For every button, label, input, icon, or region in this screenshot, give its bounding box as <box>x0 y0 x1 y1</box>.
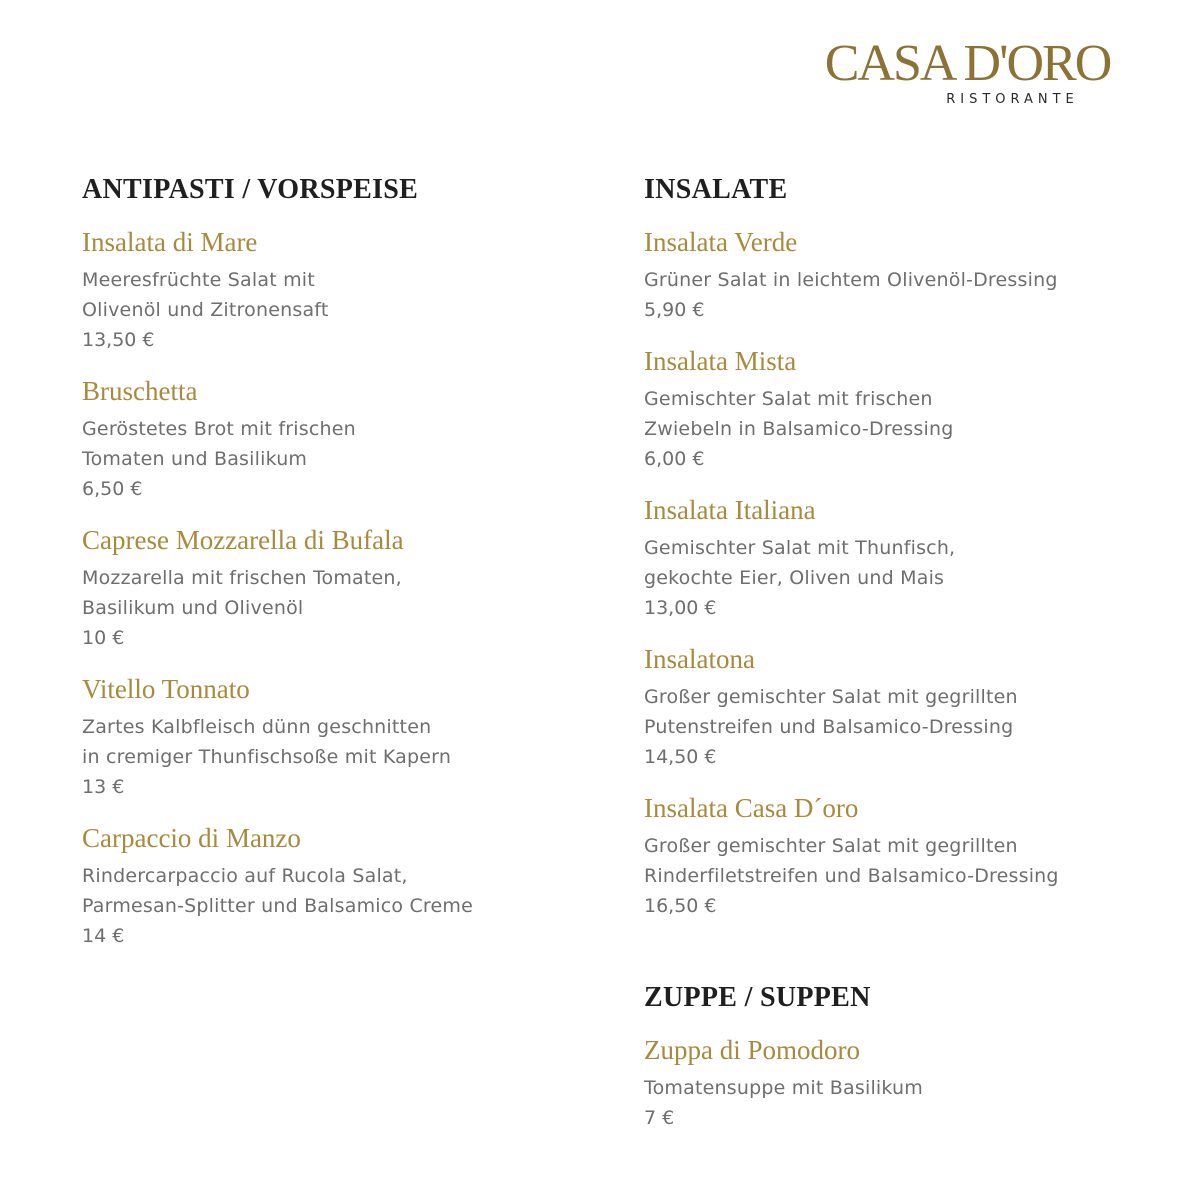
item-name: Insalata di Mare <box>82 227 258 257</box>
section-antipasti <box>82 172 582 951</box>
menu-item <box>82 821 582 951</box>
item-name: Zuppa di Pomodoro <box>644 1035 860 1065</box>
menu-item <box>644 493 1164 623</box>
item-name: Insalata Mista <box>644 346 797 376</box>
item-description <box>644 831 1164 891</box>
description-line: gekochte Eier, Oliven und Mais <box>644 567 945 589</box>
menu-item <box>644 791 1164 921</box>
left-column <box>82 172 582 970</box>
description-line: in cremiger Thunfischsoße mit Kapern <box>82 746 452 768</box>
menu-item <box>82 672 582 802</box>
description-line: Gemischter Salat mit Thunfisch, <box>644 537 956 559</box>
description-line: Mozzarella mit frischen Tomaten, <box>82 567 402 589</box>
description-line: Gemischter Salat mit frischen <box>644 388 933 410</box>
description-line: Rindercarpaccio auf Rucola Salat, <box>82 865 408 887</box>
item-description <box>644 533 1164 593</box>
item-description <box>82 563 582 623</box>
description-line: Putenstreifen und Balsamico-Dressing <box>644 716 1014 738</box>
menu-item <box>644 344 1164 474</box>
menu-item <box>644 642 1164 772</box>
item-description <box>82 861 582 921</box>
description-line: Parmesan-Splitter und Balsamico Creme <box>82 895 474 917</box>
item-price: 5,90 € <box>644 299 705 321</box>
menu-item <box>644 1033 1164 1133</box>
item-description <box>644 682 1164 742</box>
item-name: Insalata Verde <box>644 227 798 257</box>
description-line: Großer gemischter Salat mit gegrillten <box>644 686 1018 708</box>
description-line: Meeresfrüchte Salat mit <box>82 269 315 291</box>
item-description <box>82 712 582 772</box>
logo-subtitle: RISTORANTE <box>946 92 1079 107</box>
description-line: Basilikum und Olivenöl <box>82 597 304 619</box>
item-name: Caprese Mozzarella di Bufala <box>82 525 404 555</box>
restaurant-logo <box>805 35 1130 107</box>
item-price: 14 € <box>82 925 125 947</box>
section-title: ZUPPE / SUPPEN <box>644 982 871 1013</box>
menu-item <box>82 225 582 355</box>
description-line: Zwiebeln in Balsamico-Dressing <box>644 418 954 440</box>
description-line: Großer gemischter Salat mit gegrillten <box>644 835 1018 857</box>
item-name: Insalata Casa D´oro <box>644 793 859 823</box>
item-description <box>82 265 582 325</box>
item-price: 6,50 € <box>82 478 143 500</box>
section-insalate <box>644 172 1164 921</box>
item-description <box>644 384 1164 444</box>
description-line: Rinderfiletstreifen und Balsamico-Dressing <box>644 865 1059 887</box>
item-description <box>82 414 582 474</box>
section-title: ANTIPASTI / VORSPEISE <box>82 174 419 205</box>
description-line: Olivenöl und Zitronensaft <box>82 299 329 321</box>
item-description <box>644 1073 1164 1103</box>
description-line: Tomatensuppe mit Basilikum <box>644 1077 923 1099</box>
description-line: Tomaten und Basilikum <box>82 448 308 470</box>
item-price: 10 € <box>82 627 125 649</box>
item-price: 16,50 € <box>644 895 717 917</box>
item-name: Carpaccio di Manzo <box>82 823 301 853</box>
item-description <box>644 265 1164 295</box>
item-price: 6,00 € <box>644 448 705 470</box>
section-title: INSALATE <box>644 174 788 205</box>
item-name: Bruschetta <box>82 376 198 406</box>
menu-item <box>644 225 1164 325</box>
item-price: 13 € <box>82 776 125 798</box>
logo-name: CASA D'ORO <box>824 35 1111 92</box>
item-name: Insalatona <box>644 644 755 674</box>
description-line: Geröstetes Brot mit frischen <box>82 418 356 440</box>
item-name: Vitello Tonnato <box>82 674 250 704</box>
menu-item <box>82 523 582 653</box>
section-zuppe <box>644 980 1164 1133</box>
item-price: 13,50 € <box>82 329 155 351</box>
description-line: Grüner Salat in leichtem Olivenöl-Dressing <box>644 269 1058 291</box>
menu-item <box>82 374 582 504</box>
item-price: 14,50 € <box>644 746 717 768</box>
item-price: 13,00 € <box>644 597 717 619</box>
item-name: Insalata Italiana <box>644 495 816 525</box>
description-line: Zartes Kalbfleisch dünn geschnitten <box>82 716 432 738</box>
item-price: 7 € <box>644 1107 675 1129</box>
right-column <box>644 172 1164 1152</box>
